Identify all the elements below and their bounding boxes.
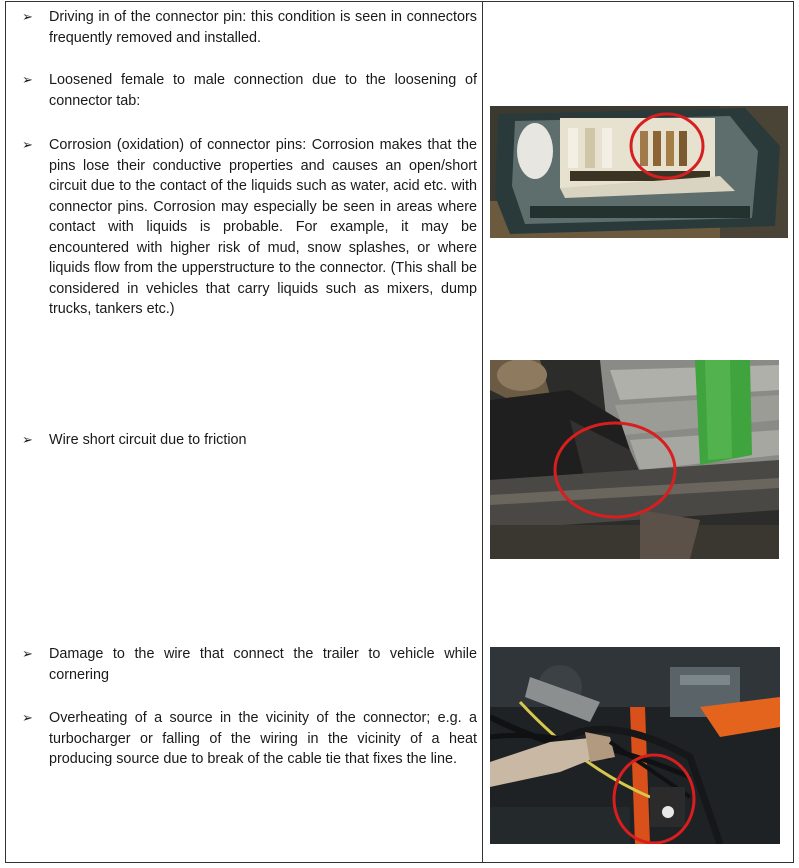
item-text: Loosened female to male connection due to the loosening of connector tab:	[49, 72, 477, 109]
list-item	[22, 135, 477, 320]
item-text: Wire short circuit due to friction	[49, 432, 247, 448]
corroded-connector-photo	[490, 106, 788, 238]
arrow-bullet-icon: ➢	[22, 646, 33, 661]
list-item	[22, 430, 477, 451]
item-text: Damage to the wire that connect the trailer to vehicle while cornering	[49, 646, 477, 683]
arrow-bullet-icon: ➢	[22, 432, 33, 447]
column-divider	[482, 1, 483, 863]
item-text: Overheating of a source in the vicinity of the connector; e.g. a turbocharger or falling of the wiring in the vicinity of a heat producing source due to break of the cable tie that fixes the line.	[49, 710, 477, 767]
trailer-wire-photo	[490, 647, 780, 844]
wire-friction-photo	[490, 360, 779, 559]
arrow-bullet-icon: ➢	[22, 9, 33, 24]
item-text: Corrosion (oxidation) of connector pins: Corrosion makes that the pins lose their conductive properties and causes an open/short circuit due to the contact of the liquids such as water, acid etc. with connector pins. Corrosion may especially be seen in areas where contact with liquids is probable. For example, it may be encountered with higher risk of mud, snow splashes, or where liquids flow from the upperstructure to the connector. (This shall be considered in vehicles that carry liquids such as mixers, dump trucks, tankers etc.)	[49, 137, 477, 317]
list-item	[22, 70, 477, 111]
arrow-bullet-icon: ➢	[22, 137, 33, 152]
item-text: Driving in of the connector pin: this condition is seen in connectors frequently removed and installed.	[49, 9, 477, 46]
arrow-bullet-icon: ➢	[22, 710, 33, 725]
list-item	[22, 708, 477, 770]
list-item	[22, 644, 477, 685]
arrow-bullet-icon: ➢	[22, 72, 33, 87]
list-item	[22, 7, 477, 48]
